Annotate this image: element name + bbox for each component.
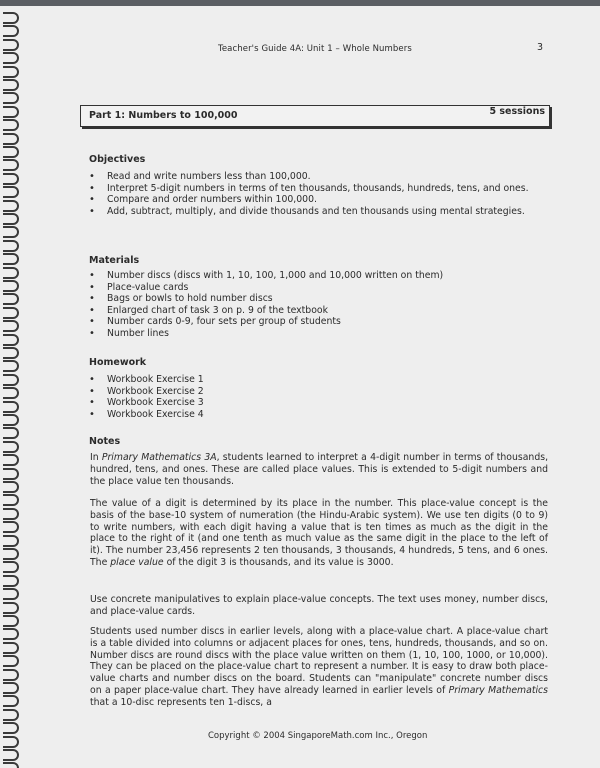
homework-list bbox=[89, 374, 547, 420]
spiral-binding bbox=[0, 6, 24, 768]
objectives-list bbox=[89, 171, 547, 217]
copyright-footer: Copyright © 2004 SingaporeMath.com Inc., Oregon bbox=[208, 731, 428, 741]
spiral-coil bbox=[3, 186, 19, 198]
spiral-coil bbox=[3, 628, 19, 640]
spiral-coil bbox=[3, 682, 19, 694]
text-run: that a 10-disc represents ten 1-discs, a bbox=[90, 696, 272, 708]
spiral-coil bbox=[3, 454, 19, 466]
spiral-coil bbox=[3, 267, 19, 279]
spiral-coil bbox=[3, 92, 19, 104]
spiral-coil bbox=[3, 655, 19, 667]
list-item: • Read and write numbers less than 100,000. bbox=[89, 171, 547, 183]
spiral-coil bbox=[3, 12, 19, 24]
spiral-coil bbox=[3, 320, 19, 332]
list-item: • Number lines bbox=[89, 328, 547, 340]
list-item: • Place-value cards bbox=[89, 282, 547, 294]
spiral-coil bbox=[3, 427, 19, 439]
notes-paragraph-4 bbox=[90, 626, 548, 709]
list-item: • Enlarged chart of task 3 on p. 9 of the textbook bbox=[89, 305, 547, 317]
list-item: • Workbook Exercise 3 bbox=[89, 397, 547, 409]
spiral-coil bbox=[3, 561, 19, 573]
spiral-coil bbox=[3, 615, 19, 627]
spiral-coil bbox=[3, 293, 19, 305]
notes-paragraph-2 bbox=[90, 498, 548, 569]
book-title: Primary Mathematics bbox=[448, 684, 548, 696]
list-item: • Compare and order numbers within 100,000. bbox=[89, 194, 547, 206]
page-number: 3 bbox=[537, 42, 544, 53]
list-item: • Workbook Exercise 2 bbox=[89, 386, 547, 398]
spiral-coil bbox=[3, 602, 19, 614]
spiral-coil bbox=[3, 374, 19, 386]
spiral-coil bbox=[3, 240, 19, 252]
spiral-coil bbox=[3, 25, 19, 37]
running-head: Teacher's Guide 4A: Unit 1 – Whole Numbers bbox=[218, 44, 412, 54]
spiral-coil bbox=[3, 749, 19, 761]
book-page bbox=[0, 6, 600, 768]
text-run: of the digit 3 is thousands, and its value is 3000. bbox=[163, 556, 394, 568]
spiral-coil bbox=[3, 280, 19, 292]
spiral-coil bbox=[3, 79, 19, 91]
spiral-coil bbox=[3, 387, 19, 399]
spiral-coil bbox=[3, 494, 19, 506]
list-item: • Number cards 0-9, four sets per group of students bbox=[89, 316, 547, 328]
spiral-coil bbox=[3, 481, 19, 493]
spiral-coil bbox=[3, 588, 19, 600]
spiral-coil bbox=[3, 414, 19, 426]
notes-paragraph-3: Use concrete manipulatives to explain place-value concepts. The text uses money, number discs, and place-value cards. bbox=[90, 594, 548, 617]
spiral-coil bbox=[3, 535, 19, 547]
spiral-coil bbox=[3, 200, 19, 212]
materials-list bbox=[89, 270, 547, 340]
notes-paragraph-1 bbox=[90, 452, 548, 487]
spiral-coil bbox=[3, 360, 19, 372]
spiral-coil bbox=[3, 468, 19, 480]
spiral-coil bbox=[3, 39, 19, 51]
list-item: • Bags or bowls to hold number discs bbox=[89, 293, 547, 305]
emphasis: place value bbox=[110, 556, 164, 568]
spiral-coil bbox=[3, 709, 19, 721]
spiral-coil bbox=[3, 133, 19, 145]
list-item: • Workbook Exercise 1 bbox=[89, 374, 547, 386]
spiral-coil bbox=[3, 762, 19, 768]
text-run: In bbox=[90, 452, 102, 463]
spiral-coil bbox=[3, 521, 19, 533]
list-item: • Interpret 5-digit numbers in terms of ten thousands, thousands, hundreds, tens, and ones. bbox=[89, 183, 547, 195]
sessions-label: 5 sessions bbox=[489, 106, 545, 117]
part-title: Part 1: Numbers to 100,000 bbox=[89, 110, 238, 121]
spiral-coil bbox=[3, 66, 19, 78]
spiral-coil bbox=[3, 548, 19, 560]
spiral-coil bbox=[3, 119, 19, 131]
spiral-coil bbox=[3, 642, 19, 654]
spiral-coil bbox=[3, 307, 19, 319]
notes-heading: Notes bbox=[89, 436, 121, 447]
spiral-coil bbox=[3, 695, 19, 707]
spiral-coil bbox=[3, 736, 19, 748]
spiral-coil bbox=[3, 213, 19, 225]
spiral-coil bbox=[3, 226, 19, 238]
spiral-coil bbox=[3, 173, 19, 185]
materials-heading: Materials bbox=[89, 255, 140, 266]
spiral-coil bbox=[3, 159, 19, 171]
spiral-coil bbox=[3, 669, 19, 681]
list-item: • Workbook Exercise 4 bbox=[89, 409, 547, 421]
text-run: , students learned to interpret a 4-digit number in terms of thousands, hundred, tens, and ones. These are called place values. This is extended to 5-digit numbers and the place value ten thousands. bbox=[90, 452, 549, 487]
list-item: • Add, subtract, multiply, and divide thousands and ten thousands using mental strategies. bbox=[89, 206, 547, 218]
spiral-coil bbox=[3, 253, 19, 265]
homework-heading: Homework bbox=[89, 357, 147, 368]
spiral-coil bbox=[3, 508, 19, 520]
spiral-coil bbox=[3, 347, 19, 359]
objectives-heading: Objectives bbox=[89, 154, 146, 165]
spiral-coil bbox=[3, 401, 19, 413]
spiral-coil bbox=[3, 106, 19, 118]
text-run: The value of a digit is determined by its place in the number. This place-value concept is the basis of the base-10 system of numeration (the Hindu-Arabic system). We use ten digits (0 to 9) to write numbers, with each digit having a value that is ten times as much as the digit in the place to the right of it (and one tenth as much value as the same digit in the place to the left of it). The number 23,456 represents 2 ten thousands, 3 thousands, 4 hundreds, 5 tens, and 6 ones. The bbox=[90, 498, 548, 568]
spiral-coil bbox=[3, 575, 19, 587]
book-title: Primary Mathematics 3A bbox=[101, 452, 217, 463]
text-run: Students used number discs in earlier levels, along with a place-value chart. A place-value chart is a table divided into columns or adjacent places for ones, tens, hundreds, thousands, and so on. Number discs are round discs with the place value written on them (1, 10, 100, 1000, or 10,000). They can be placed on the place-value chart to represent a number. It is easy to draw both place-value charts and number discs on the board. Students can "manipulate" concrete number discs on a paper place-value chart. They have already learned in earlier levels of bbox=[90, 626, 548, 696]
spiral-coil bbox=[3, 334, 19, 346]
list-item: • Number discs (discs with 1, 10, 100, 1,000 and 10,000 written on them) bbox=[89, 270, 547, 282]
part-banner bbox=[80, 105, 550, 127]
spiral-coil bbox=[3, 146, 19, 158]
spiral-coil bbox=[3, 52, 19, 64]
spiral-coil bbox=[3, 722, 19, 734]
spiral-coil bbox=[3, 441, 19, 453]
